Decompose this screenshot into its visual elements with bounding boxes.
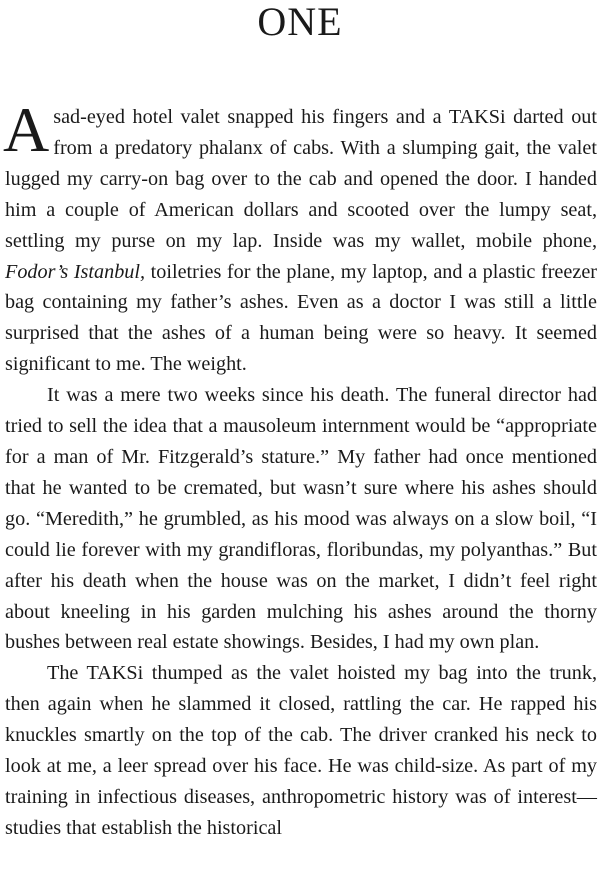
- chapter-title: ONE: [257, 0, 343, 44]
- body-text: [3, 94, 597, 844]
- paragraph-1-text-end: toiletries for the plane, my laptop, and a plastic freezer bag containing my father’s ashes. Even as a doctor I was still a little surprised that the ashes of a human being were so heavy. It seemed significant to me. The weight.: [5, 260, 597, 376]
- paragraph-2: It was a mere two weeks since his death. The funeral director had tried to sell the idea that a mausoleum internment would be “appropriate for a man of Mr. Fitzgerald’s stature.” My father had once mentioned that he wanted to be cremated, but wasn’t sure where his ashes should go. “Meredith,” he grumbled, as his mood was always on a slow boil, “I could lie forever with my grandifloras, floribundas, my polyanthas.” But after his death when the house was on the market, I didn’t feel right about kneeling in his garden mulching his ashes around the thorny bushes between real estate showings. Besides, I had my own plan.: [5, 384, 597, 654]
- drop-cap: A: [3, 94, 50, 165]
- paragraph-3: The TAKSi thumped as the valet hoisted my bag into the trunk, then again when he slammed it closed, rattling the car. He rapped his knuckles smartly on the top of the cab. The driver cranked his neck to look at me, a leer spread over his face. He was child-size. As part of my training in infectious diseases, anthropometric history was of interest—studies that establish the historical: [5, 662, 597, 839]
- paragraph-1-text-start: sad-eyed hotel valet snapped his fingers and a TAKSi darted out from a predatory phalanx of cabs. With a slumping gait, the valet lugged my carry-on bag over to the cab and opened the door. I handed him a couple of American dollars and scooted over the lumpy seat, settling my purse on my lap. Inside was my wallet, mobile phone,: [5, 106, 597, 252]
- paragraph-1: [3, 94, 597, 380]
- book-title-italic: Fodor’s Istanbul,: [5, 260, 146, 283]
